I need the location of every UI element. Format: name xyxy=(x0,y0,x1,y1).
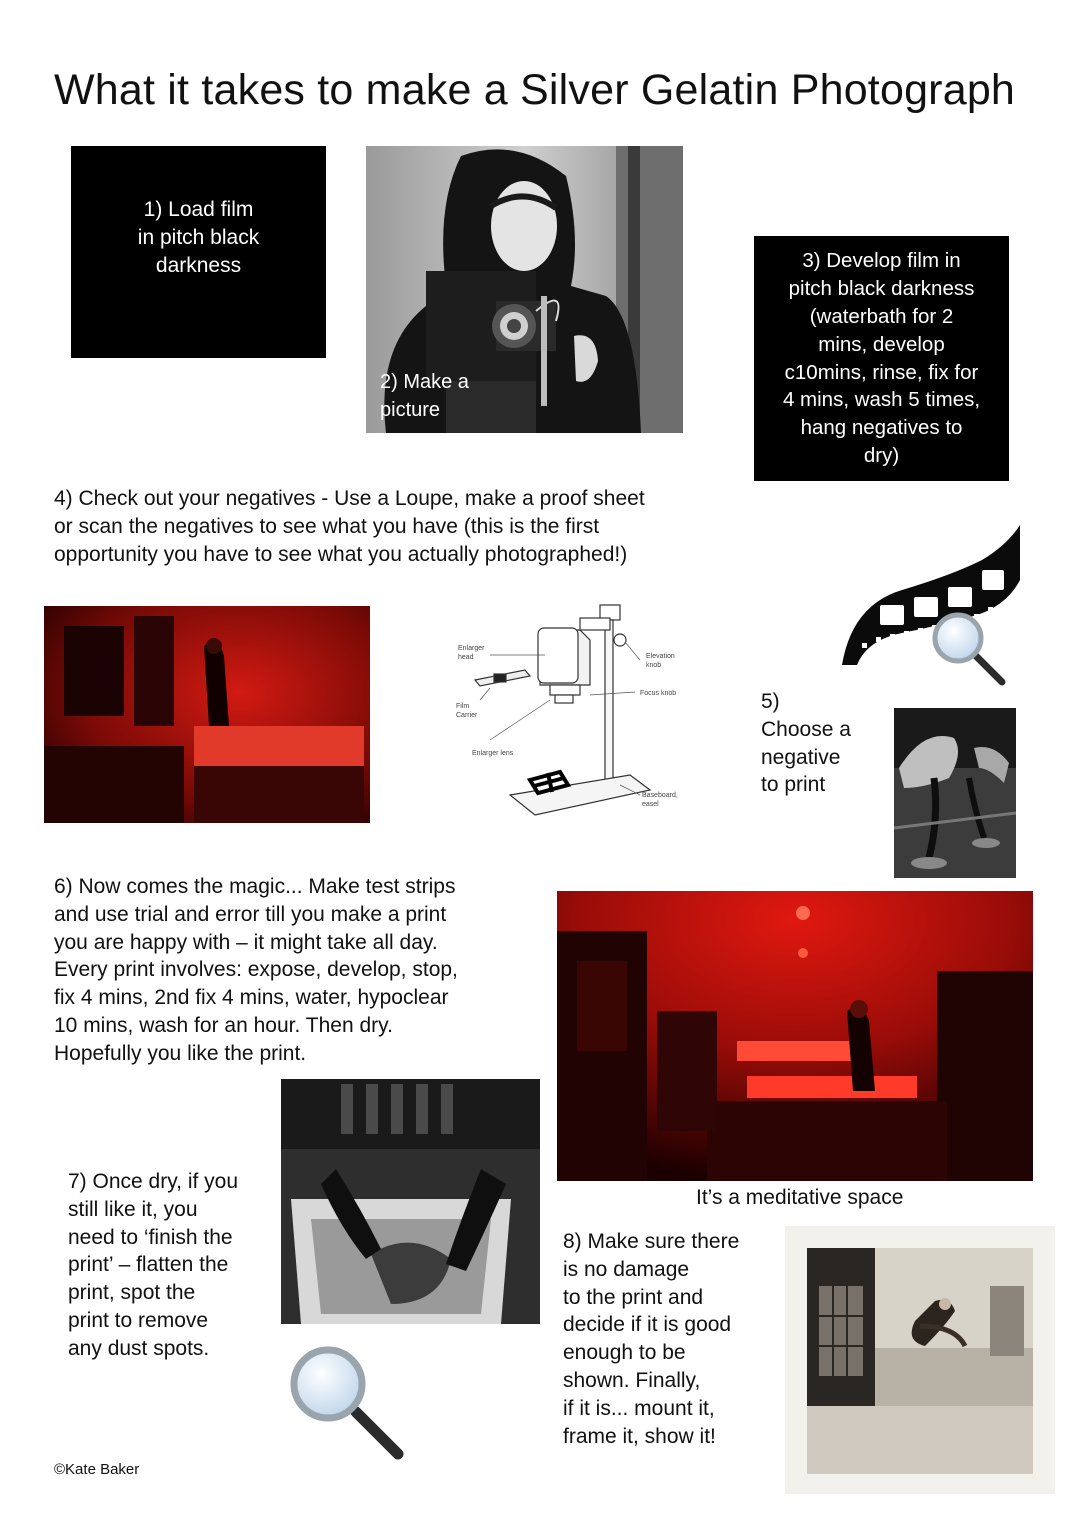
step5-text: 5) Choose a negative to print xyxy=(761,690,851,797)
dancer-print-photo xyxy=(785,1226,1055,1494)
gloved-hands-photo xyxy=(281,1079,540,1324)
svg-text:easel: easel xyxy=(642,801,659,808)
svg-text:head: head xyxy=(458,654,474,661)
svg-text:Carrier: Carrier xyxy=(456,712,478,719)
step1-box xyxy=(71,146,326,358)
magnifier-icon xyxy=(928,610,1008,688)
page-title: What it takes to make a Silver Gelatin Photograph xyxy=(54,66,1016,114)
step1-text: 1) Load film in pitch black darkness xyxy=(137,198,260,277)
photographer-photo xyxy=(366,146,683,433)
step6-text: 6) Now comes the magic... Make test strips and use trial and error till you make a print you are happy with – it might take all day. Every print involves: expose, develop, stop, fix 4 mins, 2nd fix 4 mins, water, hypoclear 10 mins, wash for an hour. Then dry. Hopefully you like the print. xyxy=(54,875,458,1065)
svg-text:knob: knob xyxy=(646,662,662,669)
step2-caption: 2) Make a picture xyxy=(380,371,469,421)
copyright: ©Kate Baker xyxy=(54,1461,140,1478)
step3-box xyxy=(754,236,1009,481)
label-baseboard: Baseboard, xyxy=(642,792,678,799)
step4-text: 4) Check out your negatives - Use a Loupe, make a proof sheet or scan the negatives to see what you have (this is the first opportunity you have to see what you actually photographed!) xyxy=(54,487,645,566)
magnifier-icon xyxy=(284,1342,408,1462)
step8-text: 8) Make sure there is no damage to the print and decide if it is good enough to be shown. Finally, if it is... mount it, frame it, show it! xyxy=(563,1230,740,1448)
darkroom-photo-small xyxy=(44,606,370,823)
label-enlarger-lens: Enlarger lens xyxy=(472,750,514,757)
negative-photo xyxy=(894,708,1016,878)
label-film-carrier: Film xyxy=(456,703,470,710)
label-elevation-knob: Elevation xyxy=(646,653,675,660)
step3-text: 3) Develop film in pitch black darkness (waterbath for 2 mins, develop c10mins, rinse, fix for 4 mins, wash 5 times, hang negatives to dry) xyxy=(782,249,981,467)
label-enlarger-head: Enlarger xyxy=(458,645,485,652)
darkroom-photo-large xyxy=(557,891,1033,1181)
step7-text: 7) Once dry, if you still like it, you need to ‘finish the print’ – flatten the print, spot the print to remove any dust spots. xyxy=(68,1170,239,1360)
enlarger-diagram xyxy=(450,600,700,830)
label-focus-knob: Focus knob xyxy=(640,690,677,697)
darkroom-caption: It’s a meditative space xyxy=(696,1186,904,1209)
